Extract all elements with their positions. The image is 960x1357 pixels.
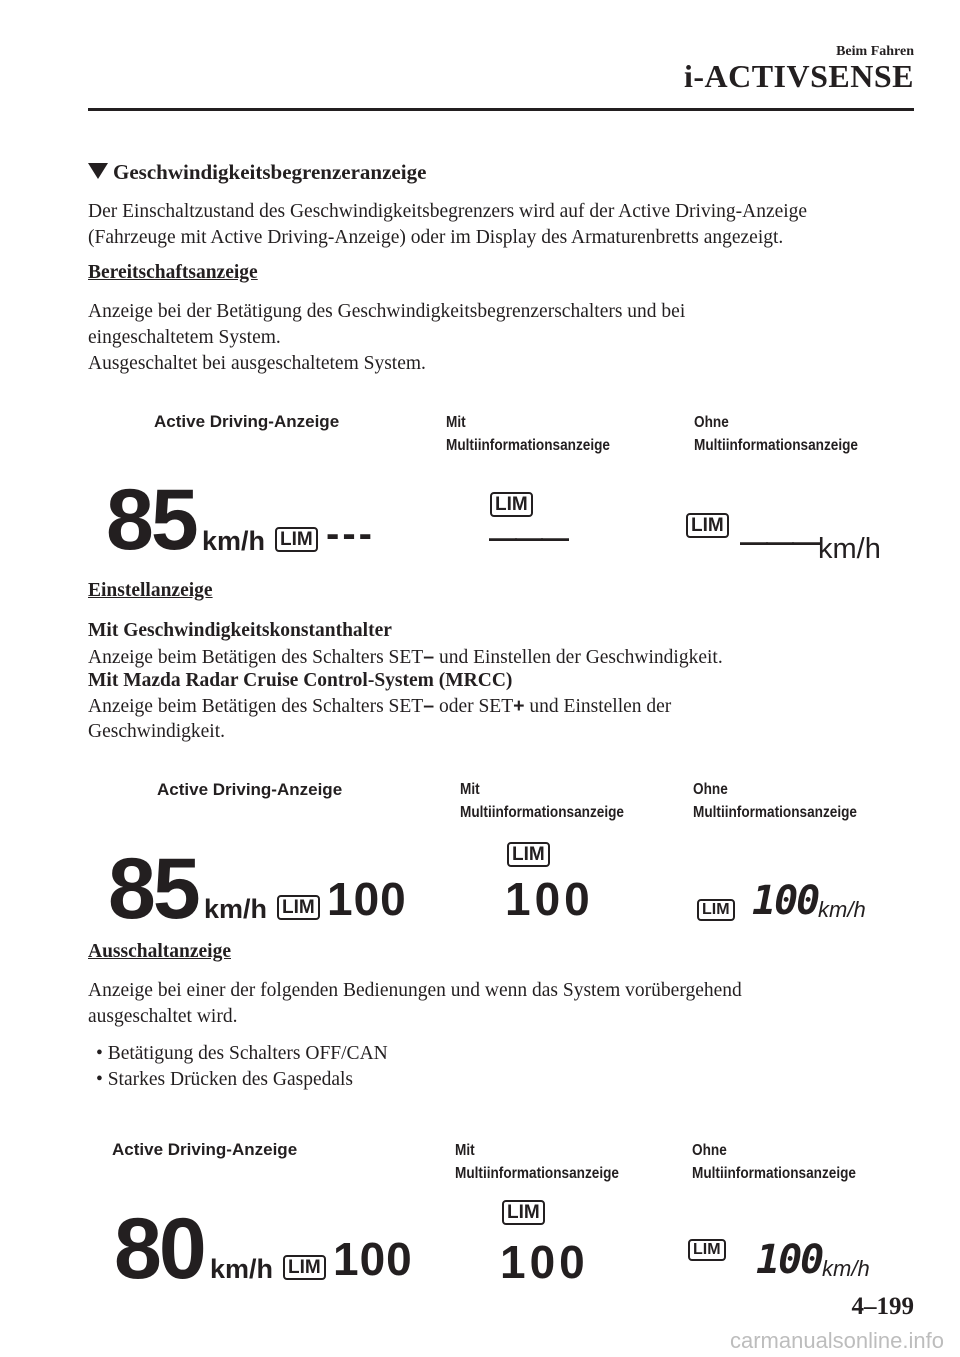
fig2-hud-value: 100 (327, 873, 407, 925)
fig2-mit-text: Mit (460, 781, 480, 798)
minus-icon: – (423, 646, 435, 668)
setting-line1-b: und Einstellen der Geschwindigkeit. (434, 647, 723, 668)
header-rule (88, 108, 914, 111)
fig3-multi-text: Multiinformationsanzeige (455, 1165, 619, 1182)
fig2-label-ohne (693, 778, 857, 824)
setting-line2-a: Anzeige beim Betätigen des Schalters SET (88, 696, 424, 717)
plus-icon: + (513, 695, 525, 717)
bullet-icon: • (96, 1069, 108, 1090)
section-title: Beim Fahren (836, 44, 914, 59)
fig3-ohne-text: Ohne (692, 1142, 727, 1159)
off-bullet-2 (96, 1067, 353, 1093)
watermark: carmanualsonline.info (729, 1328, 944, 1353)
setting-line1 (88, 644, 723, 671)
standby-title: Bereitschaftsanzeige (88, 262, 258, 283)
fig1-label-ohne (694, 411, 858, 457)
fig2-ohne-text: Ohne (693, 781, 728, 798)
fig2-label-active: Active Driving-Anzeige (157, 780, 343, 799)
setting-sub2: Mit Mazda Radar Cruise Control-System (MRCC) (88, 670, 513, 691)
off-title: Ausschaltanzeige (88, 941, 231, 962)
off-bullet-2-text: Starkes Drücken des Gaspedals (107, 1069, 354, 1090)
heading-text: Geschwindigkeitsbegrenzeranzeige (113, 160, 427, 184)
fig1-mit-text: Mit (446, 414, 466, 431)
fig3-hud-unit: km/h (210, 1254, 274, 1284)
section-heading (88, 160, 426, 185)
fig3-hud-value: 100 (333, 1233, 413, 1285)
fig3-mit-value: 100 (500, 1236, 589, 1288)
fig1-label-mit (446, 411, 610, 457)
setting-line2-c: und Einstellen der (524, 696, 672, 717)
fig1-hud-unit: km/h (202, 526, 266, 556)
chapter-title: i-ACTIVSENSE (683, 58, 914, 94)
fig2-multi-text-2: Multiinformationsanzeige (693, 804, 857, 821)
fig1-multi-text: Multiinformationsanzeige (446, 437, 610, 454)
standby-line-3: Ausgeschaltet bei ausgeschaltetem System. (88, 353, 426, 374)
fig2-hud-speed: 85 (108, 841, 198, 937)
setting-line1-a: Anzeige beim Betätigen des Schalters SET (88, 647, 424, 668)
minus-icon: – (423, 695, 435, 717)
fig2-ohne-lim-icon: LIM (697, 899, 735, 921)
fig3-label-mit (455, 1139, 619, 1185)
fig1-mit-value: ——— (489, 522, 567, 553)
setting-line2-d: Geschwindigkeit. (88, 721, 226, 742)
intro-line-1: Der Einschaltzustand des Geschwindigkeitsbegrenzers wird auf der Active Driving-Anzeige (88, 201, 808, 222)
fig1-ohne-value: ——— (740, 526, 818, 557)
setting-sub1: Mit Geschwindigkeitskonstanthalter (88, 620, 392, 641)
fig3-hud-speed: 80 (114, 1201, 204, 1297)
fig2-ohne-value: 100 (752, 878, 819, 924)
off-line-1: Anzeige bei einer der folgenden Bedienungen und wenn das System vorübergehend (88, 980, 742, 1001)
fig3-ohne-lim-icon: LIM (688, 1239, 726, 1261)
fig1-multi-text-2: Multiinformationsanzeige (694, 437, 858, 454)
intro-line-2: (Fahrzeuge mit Active Driving-Anzeige) oder im Display des Armaturenbretts angezeigt. (88, 227, 784, 248)
off-bullet-1 (96, 1041, 388, 1067)
standby-line-2: eingeschaltetem System. (88, 327, 281, 348)
fig1-label-active: Active Driving-Anzeige (154, 412, 340, 431)
fig2-mit-value: 100 (505, 873, 594, 925)
fig2-multi-text: Multiinformationsanzeige (460, 804, 624, 821)
off-line-2: ausgeschaltet wird. (88, 1006, 238, 1027)
setting-line2-b: oder SET (434, 696, 514, 717)
fig3-label-ohne (692, 1139, 856, 1185)
bullet-icon: • (96, 1043, 108, 1064)
fig3-ohne-unit: km/h (822, 1256, 870, 1281)
page-number: 4–199 (851, 1293, 914, 1320)
fig1-ohne-text: Ohne (694, 414, 729, 431)
fig1-hud-lim-icon: LIM (275, 527, 318, 552)
setting-title: Einstellanzeige (88, 580, 213, 601)
fig3-mit-lim-icon: LIM (502, 1200, 545, 1225)
fig3-multi-text-2: Multiinformationsanzeige (692, 1165, 856, 1182)
fig2-mit-lim-icon: LIM (507, 842, 550, 867)
fig2-hud-unit: km/h (204, 894, 268, 924)
fig3-ohne-value: 100 (756, 1237, 823, 1283)
fig3-hud-lim-icon: LIM (283, 1255, 326, 1280)
fig3-mit-text: Mit (455, 1142, 475, 1159)
fig1-mit-lim-icon: LIM (490, 492, 533, 517)
fig2-ohne-unit: km/h (818, 897, 866, 922)
triangle-down-icon (88, 163, 108, 179)
fig2-label-mit (460, 778, 624, 824)
fig1-ohne-unit: km/h (818, 533, 881, 565)
fig2-hud-lim-icon: LIM (277, 895, 320, 920)
off-bullet-1-text: Betätigung des Schalters OFF/CAN (107, 1043, 388, 1064)
fig3-label-active: Active Driving-Anzeige (112, 1140, 298, 1159)
setting-line2 (88, 693, 671, 720)
fig1-ohne-lim-icon: LIM (686, 513, 729, 538)
fig1-hud-speed: 85 (106, 472, 196, 568)
standby-line-1: Anzeige bei der Betätigung des Geschwindigkeitsbegrenzerschalters und bei (88, 301, 686, 322)
fig1-hud-value: --- (326, 512, 375, 556)
